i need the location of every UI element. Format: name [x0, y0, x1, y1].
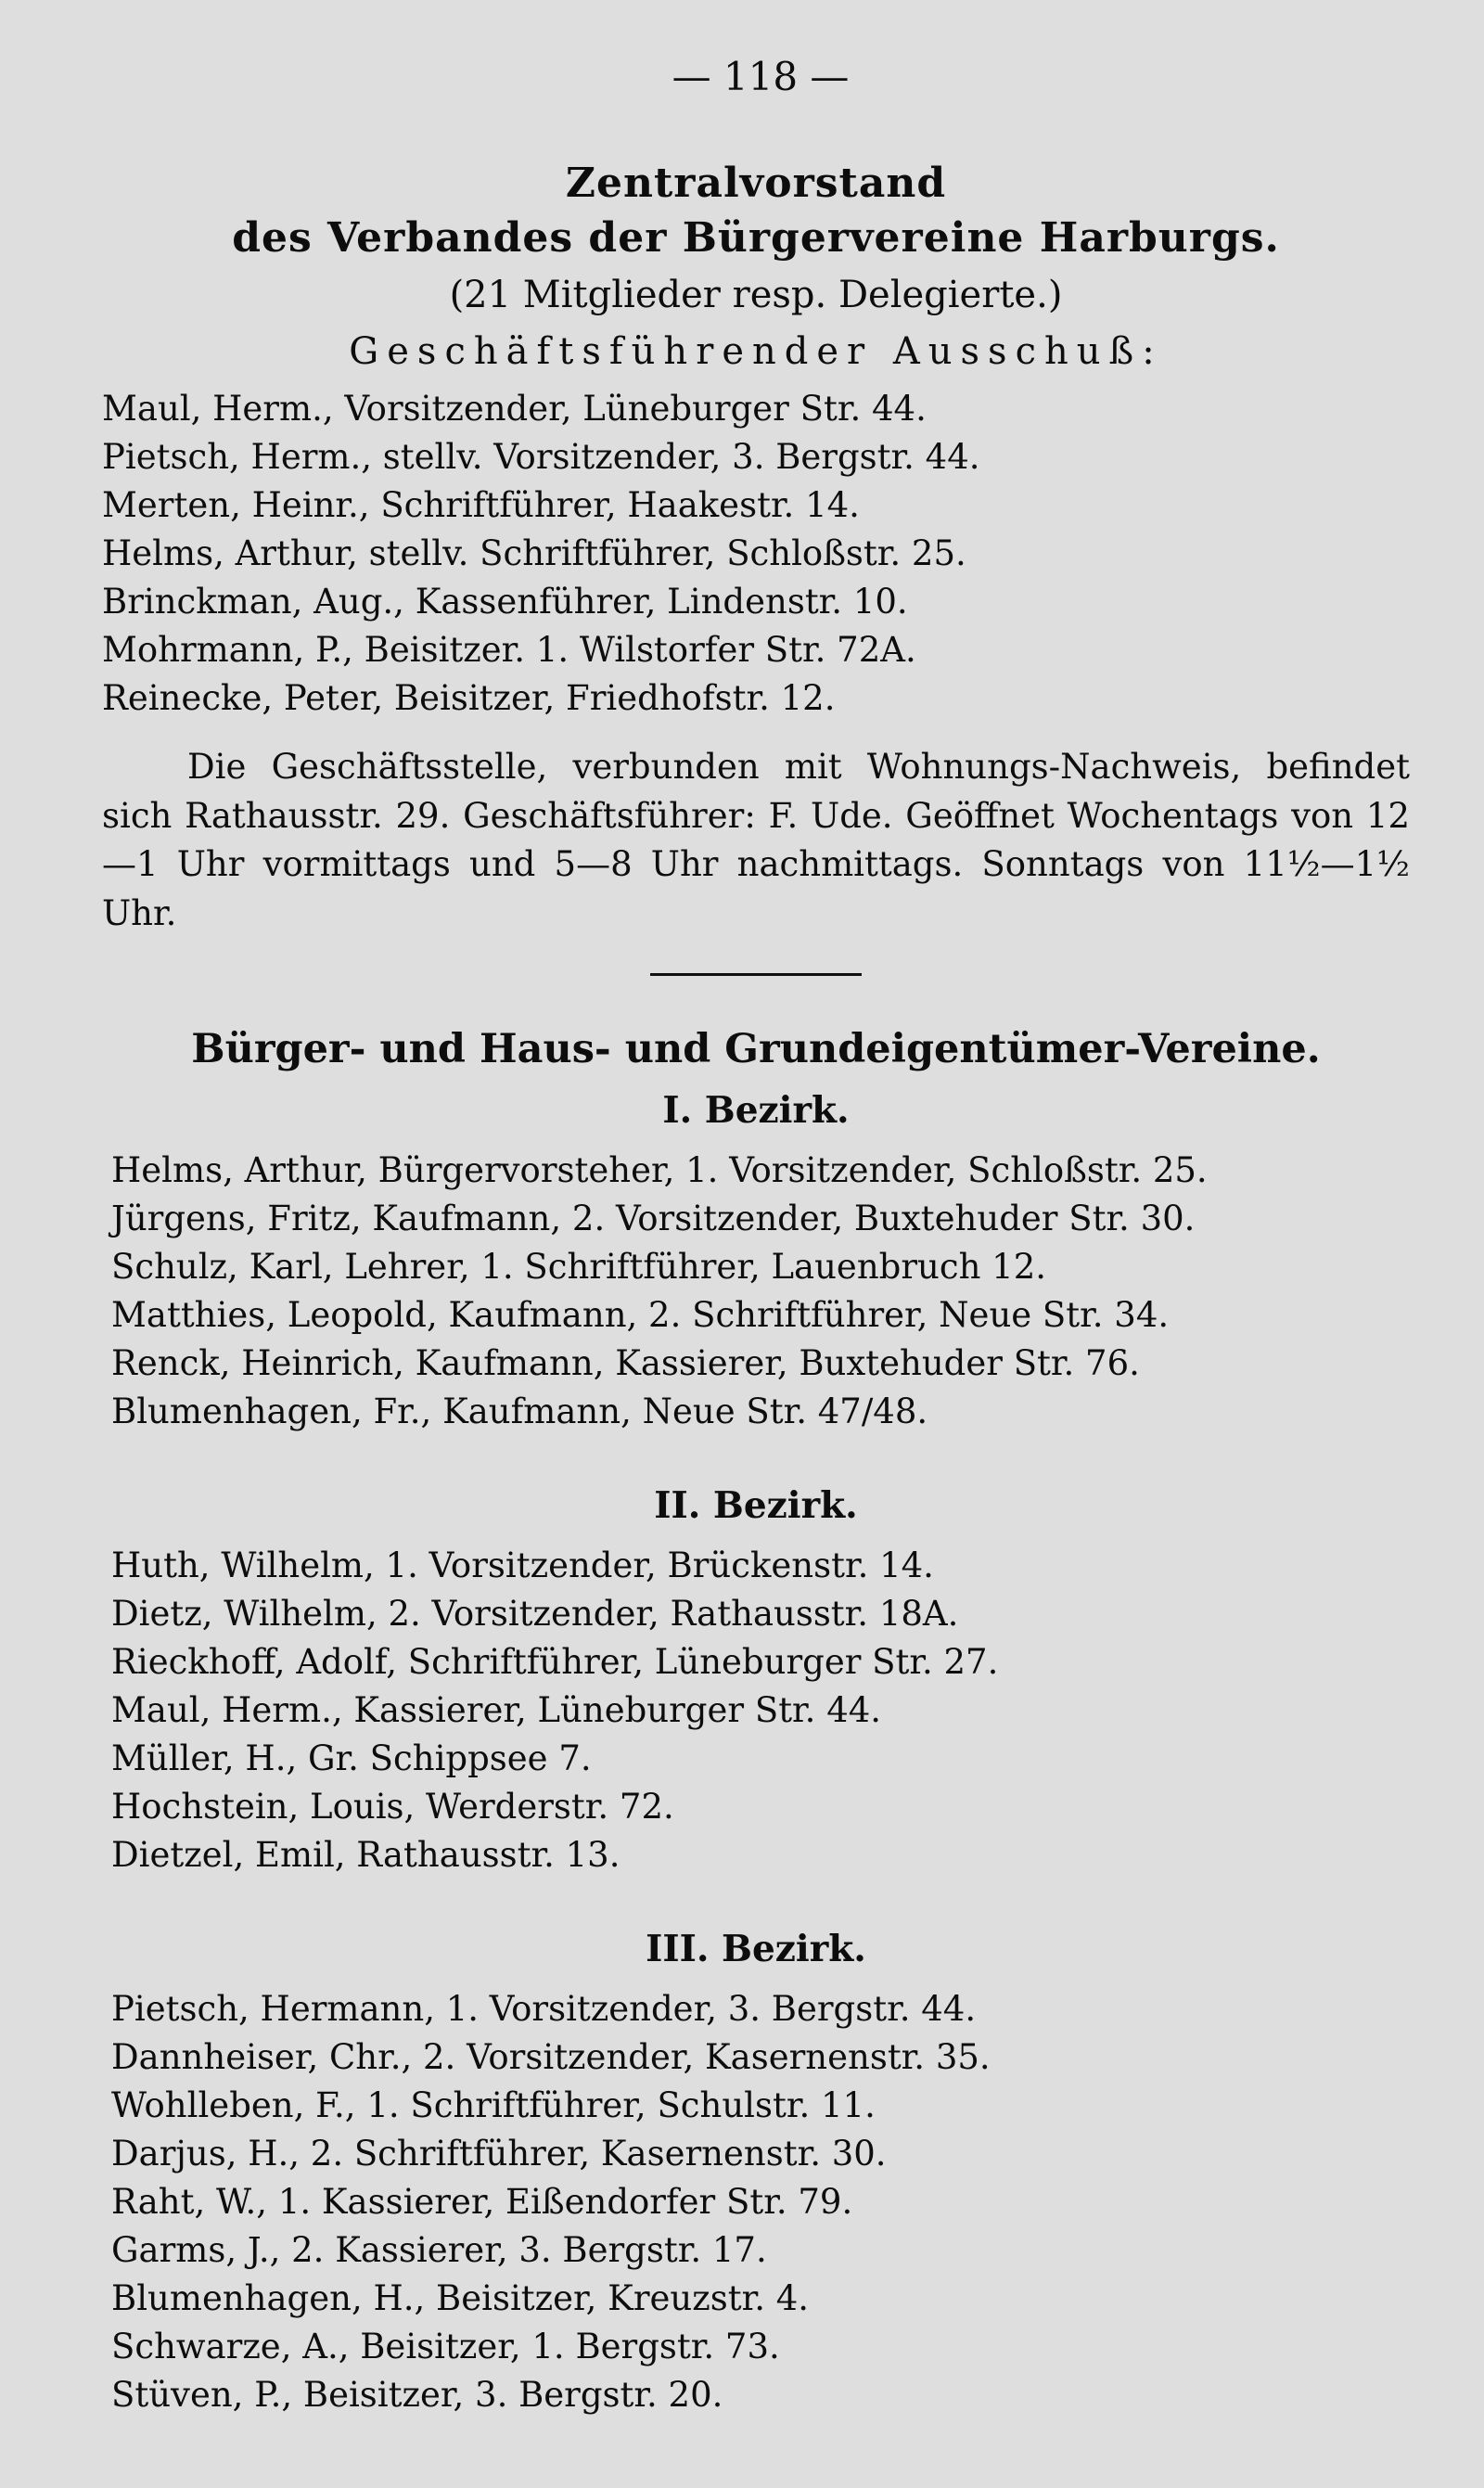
list-item: Schwarze, A., Beisitzer, 1. Bergstr. 73. — [111, 2327, 780, 2366]
office-note: Die Geschäftsstelle, verbunden mit Wohnungs-Nachweis, befindet sich Rathausstr. 29. Geschäftsführer: F. Ude. Geöffnet Wochentags von 12—1 Uhr vormittags und 5—8 Uhr nachmittags. Sonntags von 11½—1½ Uhr. — [102, 747, 1410, 933]
subtitle-members: (21 Mitglieder resp. Delegierte.) — [449, 274, 1063, 316]
list-item: Blumenhagen, Fr., Kaufmann, Neue Str. 47/48. — [111, 1391, 928, 1431]
list-item: Raht, W., 1. Kassierer, Eißendorfer Str. 79. — [111, 2182, 853, 2222]
page-number: — 118 — — [672, 54, 850, 99]
divider-rule — [650, 973, 862, 976]
district-heading-2: II. Bezirk. — [654, 1484, 858, 1527]
list-item: Hochstein, Louis, Werderstr. 72. — [111, 1787, 674, 1827]
list-item: Schulz, Karl, Lehrer, 1. Schriftführer, Lauenbruch 12. — [111, 1247, 1047, 1287]
list-item: Blumenhagen, H., Beisitzer, Kreuzstr. 4. — [111, 2278, 810, 2318]
list-item: Darjus, H., 2. Schriftführer, Kasernenstr. 30. — [111, 2134, 887, 2174]
list-item: Renck, Heinrich, Kaufmann, Kassierer, Buxtehuder Str. 76. — [111, 1343, 1140, 1383]
list-item: Dietzel, Emil, Rathausstr. 13. — [111, 1835, 620, 1875]
list-item: Dietz, Wilhelm, 2. Vorsitzender, Rathausstr. 18A. — [111, 1594, 959, 1634]
list-item: Müller, H., Gr. Schippsee 7. — [111, 1738, 592, 1778]
district-3-list — [102, 1985, 1410, 2419]
list-item: Matthies, Leopold, Kaufmann, 2. Schriftführer, Neue Str. 34. — [111, 1295, 1170, 1335]
list-item: Helms, Arthur, Bürgervorsteher, 1. Vorsitzender, Schloßstr. 25. — [111, 1150, 1208, 1190]
list-item: Dannheiser, Chr., 2. Vorsitzender, Kasernenstr. 35. — [111, 2037, 991, 2077]
list-item: Stüven, P., Beisitzer, 3. Bergstr. 20. — [111, 2375, 723, 2415]
list-item: Pietsch, Herm., stellv. Vorsitzender, 3. Bergstr. 44. — [102, 437, 980, 477]
title-verband: des Verbandes der Bürgervereine Harburgs. — [232, 214, 1280, 262]
district-2-list — [102, 1542, 1410, 1879]
list-item: Helms, Arthur, stellv. Schriftführer, Schloßstr. 25. — [102, 533, 966, 573]
list-item: Maul, Herm., Vorsitzender, Lüneburger Str. 44. — [102, 389, 927, 429]
list-item: Pietsch, Hermann, 1. Vorsitzender, 3. Bergstr. 44. — [111, 1989, 977, 2029]
list-item: Garms, J., 2. Kassierer, 3. Bergstr. 17. — [111, 2230, 767, 2270]
list-item: Rieckhoff, Adolf, Schriftführer, Lüneburger Str. 27. — [111, 1642, 999, 1682]
title-zentralvorstand: Zentralvorstand — [565, 160, 947, 207]
list-item: Merten, Heinr., Schriftführer, Haakestr. 14. — [102, 485, 860, 525]
district-1-list — [102, 1147, 1410, 1436]
district-heading-1: I. Bezirk. — [662, 1089, 850, 1132]
committee-heading: Geschäftsführender Ausschuß: — [349, 330, 1163, 373]
list-item: Jürgens, Fritz, Kaufmann, 2. Vorsitzender, Buxtehuder Str. 30. — [111, 1199, 1196, 1238]
district-heading-3: III. Bezirk. — [646, 1928, 866, 1970]
list-item: Reinecke, Peter, Beisitzer, Friedhofstr. 12. — [102, 678, 836, 718]
list-item: Huth, Wilhelm, 1. Vorsitzender, Brückenstr. 14. — [111, 1545, 934, 1585]
committee-list — [102, 385, 1410, 723]
list-item: Wohlleben, F., 1. Schriftführer, Schulstr. 11. — [111, 2085, 876, 2125]
list-item: Mohrmann, P., Beisitzer. 1. Wilstorfer Str. 72A. — [102, 630, 916, 670]
list-item: Brinckman, Aug., Kassenführer, Lindenstr. 10. — [102, 582, 908, 622]
section-title: Bürger- und Haus- und Grundeigentümer-Vereine. — [191, 1026, 1321, 1072]
list-item: Maul, Herm., Kassierer, Lüneburger Str. 44. — [111, 1690, 882, 1730]
